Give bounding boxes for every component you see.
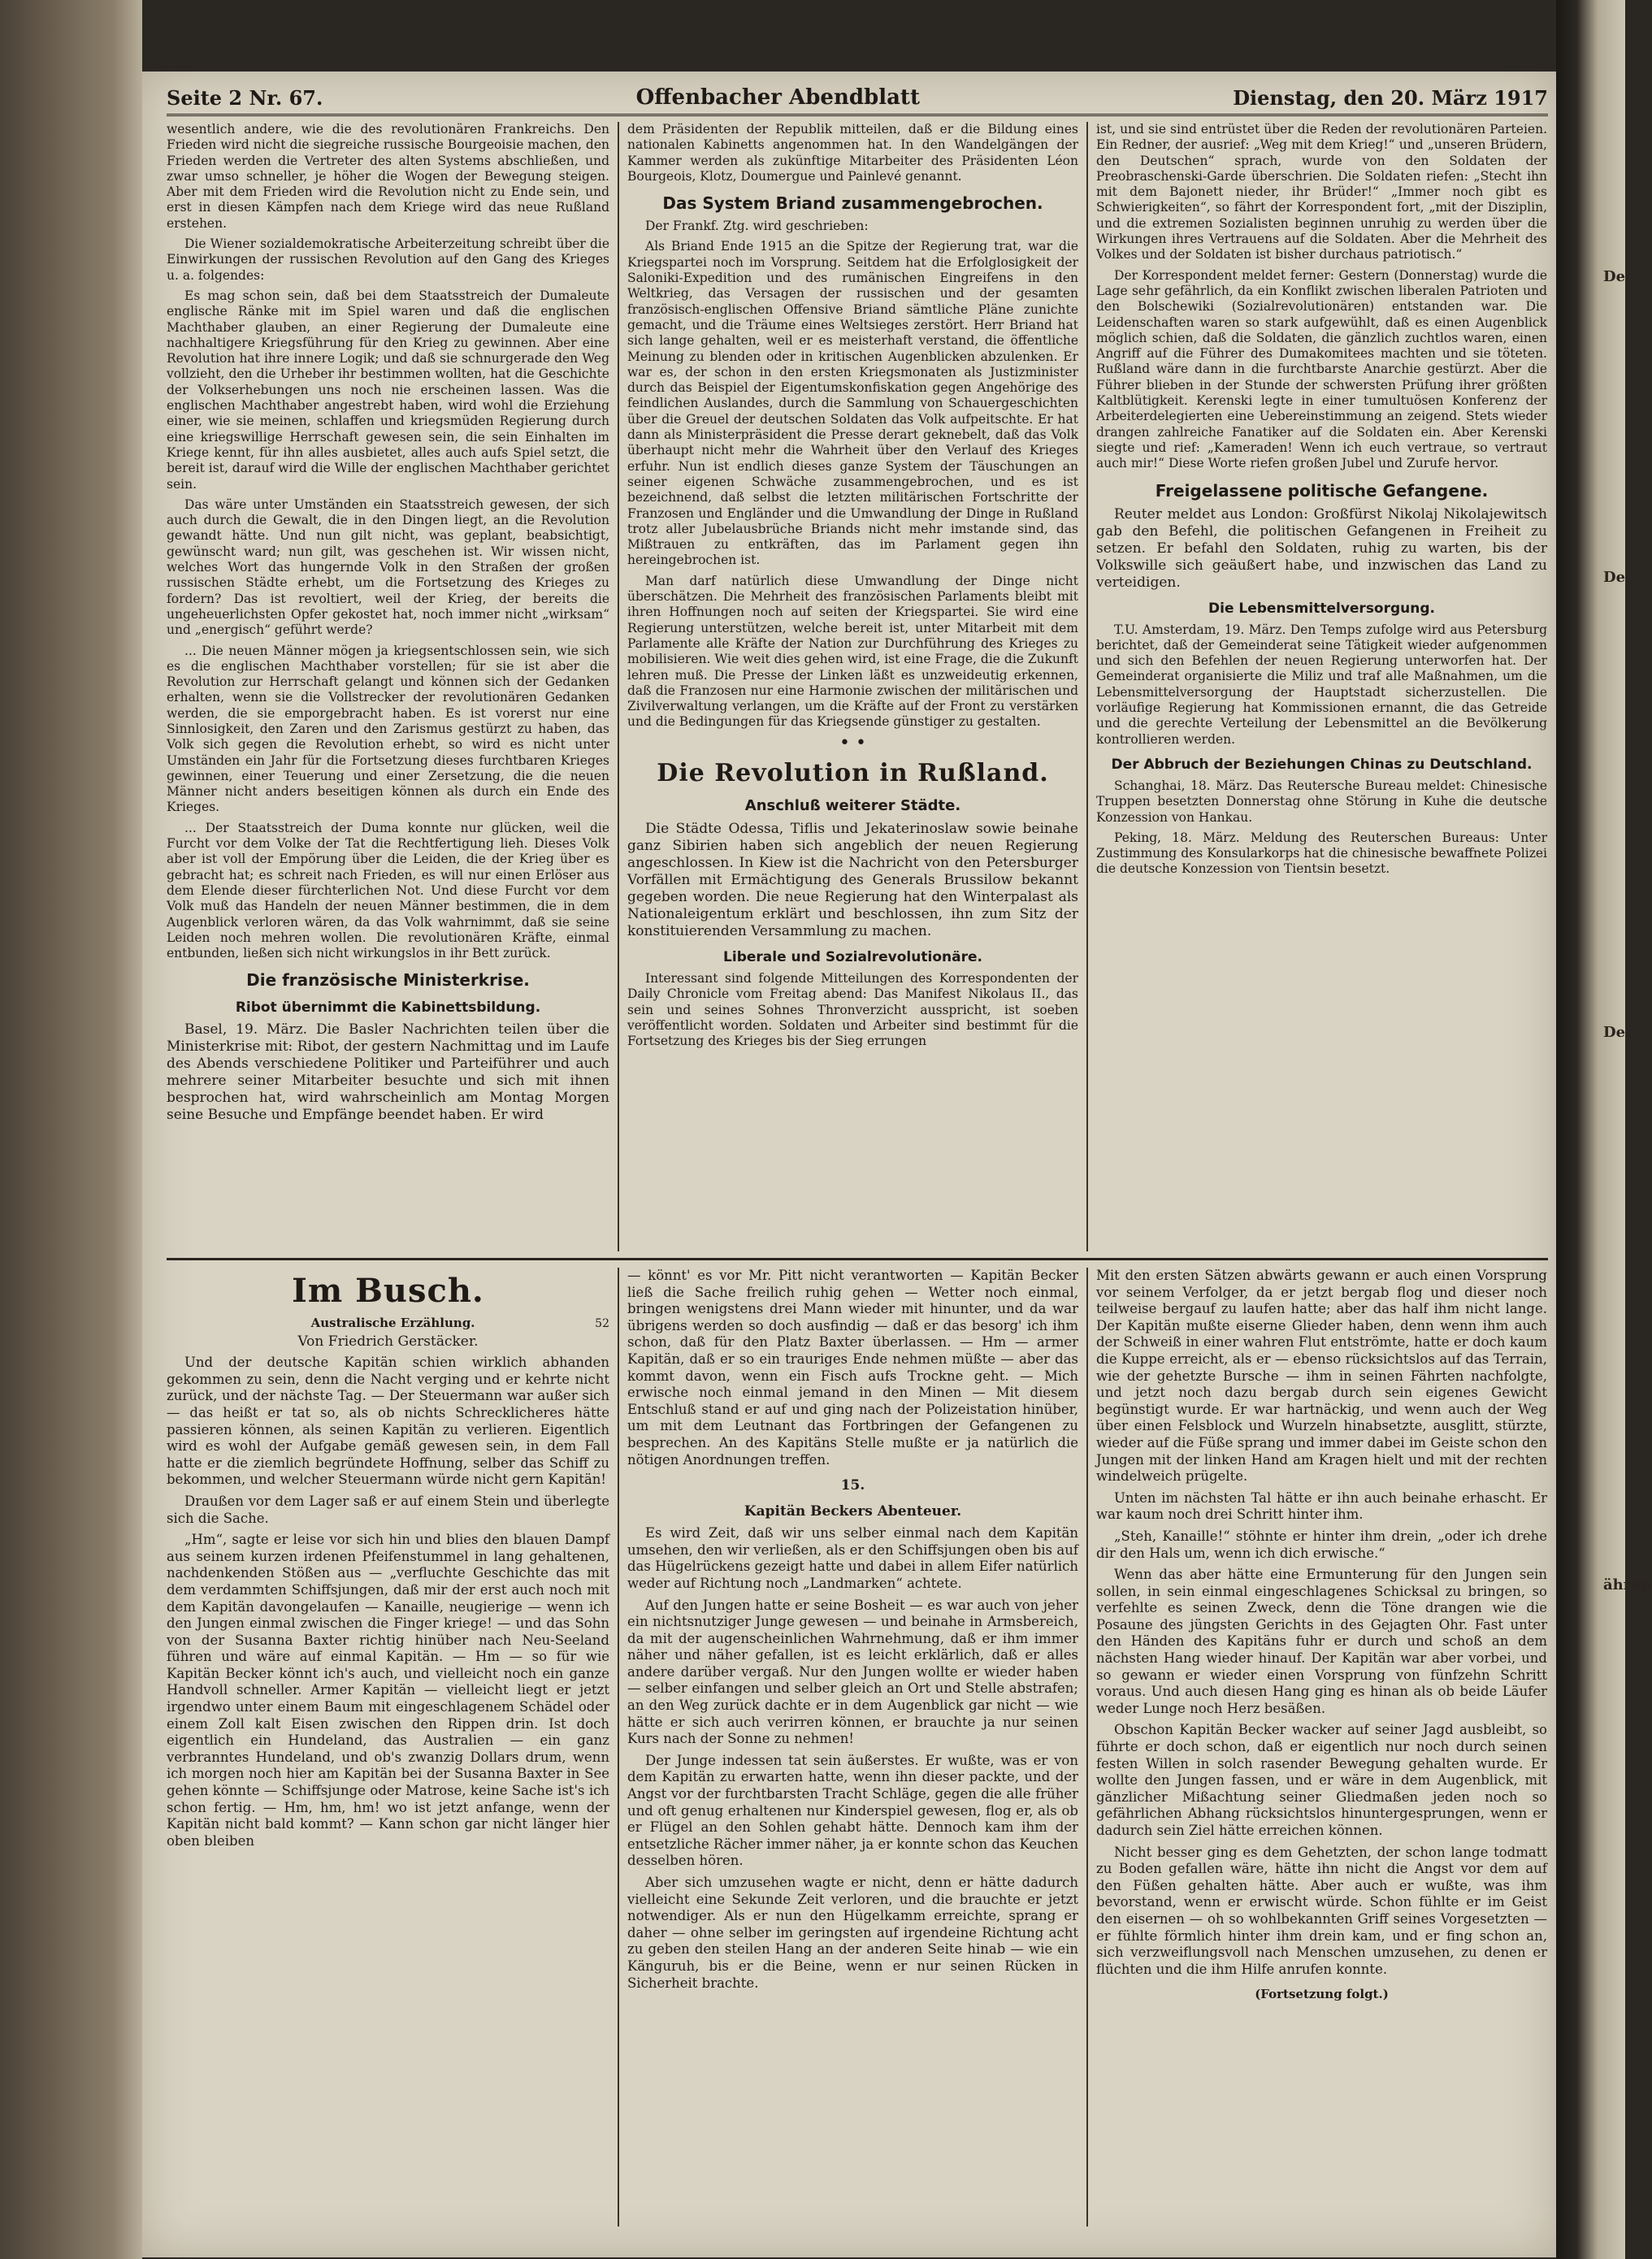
- article-text: Man darf natürlich diese Umwandlung der Dinge nicht überschätzen. Die Mehrheit des französischen Parlaments bleibt mit ihren Hoffnungen noch auf seiten der Kriegspartei. Sie wird eine Regierung unterstützen, welche bereit ist, unter Mitarbeit mit dem Parlamente alle Kräfte der Nation zur Durchführung des Krieges zu mobilisieren. Wie weit dies gehen wird, ist eine Frage, die die Zukunft lehren muß. Die Presse der Linken läßt es unzweideutig erkennen, daß die Franzosen nur eine Harmonie zwischen der militärischen und Zivilverwaltung verlangen, um die Kräfte auf der Front zu verstärken und die Bedingungen für das Kriegsende günstiger zu gestalten.: [627, 573, 1078, 730]
- column-divider: [618, 1268, 619, 2226]
- article-text: ... Der Staatsstreich der Duma konnte nur glücken, weil die Furcht vor dem Volke der Tat die Rechtfertigung lieh. Dieses Volk aber ist voll der Empörung über die Leiden, die der Krieg über es gebracht hat; es schreit nach Frieden, es will nur einen Erlöser aus dem Elende dieser fürchterlichen Not. Und diese Furcht vor dem Volk muß das Handeln der neuen Männer bestimmen, die in dem Augenblick verloren wären, da das Volk wahrnimmt, daß sie seine Leiden noch mehren wollen. Die revolutionären Kräfte, einmal entbunden, ließen sich nicht wirkungslos in ihr Bett zurück.: [167, 820, 609, 961]
- article-text: Die Städte Odessa, Tiflis und Jekaterinoslaw sowie beinahe ganz Sibirien haben sich angeblich der neuen Regierung angeschlossen. In Kiew ist die Nachricht von den Petersburger Vorfällen mit Ermächtigung des Generals Brussilow bekannt gegeben worden. Die neue Regierung hat den Winterpalast als Nationaleigentum erklärt und beschlossen, ihn zum Sitz der konstituierenden Versammlung zu machen.: [627, 820, 1078, 939]
- story-text: Unten im nächsten Tal hätte er ihn auch beinahe erhascht. Er war kaum noch drei Schritt hinter ihm.: [1096, 1489, 1547, 1523]
- article-text: ... Die neuen Männer mögen ja kriegsentschlossen sein, wie sich es die englischen Machthaber vorstellen; für sie ist aber die Revolution zur Herrschaft gelangt und können sich der Gedanken erhalten, wenn sie die Vollstrecker der revolutionären Gedanken werden, die sie emporgebracht haben. Es ist vorerst nur eine Sinnlosigkeit, den Zaren und den Zarismus gestürzt zu haben, das Volk sich gegen die Revolution erhebt, so wird es nicht unter Umständen ein Jahr für die Fortsetzung dieses furchtbaren Krieges gewinnen, einer Teuerung und einer Zersetzung, die die neuen Männer nicht anders beseitigen können als durch ein Ende des Krieges.: [167, 643, 609, 815]
- chapter-number: 15.: [840, 1477, 865, 1494]
- column-divider: [618, 122, 619, 1251]
- book-binding: [0, 0, 142, 2259]
- story-text: Nicht besser ging es dem Gehetzten, der schon lange todmatt zu Boden gefallen wäre, hätte ihn nicht die Angst vor dem auf den Füßen gehalten hätte. Aber auch er wußte, was ihm bevorstand, wenn er erwischt würde. Schon fühlte er im Geist den eisernen — oh so wohlbekannten Griff seines Vorgesetzten — er fühlte förmlich hinter ihm drein kam, und er fing schon an, sich verzweiflungsvoll nach Menschen umzusehen, zu denen er flüchten und die ihm Hilfe anrufen konnte.: [1096, 1844, 1547, 1977]
- article-text: Interessant sind folgende Mitteilungen des Korrespondenten der Daily Chronicle vom Freitag abend: Das Manifest Nikolaus II., das sein und seines Sohnes Thronverzicht ausspricht, ist soeben veröffentlicht worden. Soldaten und Arbeiter sind bestimmt für die Fortsetzung des Krieges bis der Sieg errungen: [627, 970, 1078, 1049]
- article-text: Basel, 19. März. Die Basler Nachrichten teilen über die Ministerkrise mit: Ribot, der gestern Nachmittag und im Laufe des Abends verschiedene Politiker und Parteiführer und auch mehrere seiner Mitarbeiter besuchte und sich mit ihnen besprochen hat, wird wahrscheinlich am Montag Morgen seine Besuche und Empfänge beendet haben. Er wird: [167, 1021, 609, 1124]
- story-text: Es wird Zeit, daß wir uns selber einmal nach dem Kapitän umsehen, den wir verließen, als er den Schiffsjungen oben bis auf das Hügelrückens gezeigt hatte und dabei in allem Eifer natürlich weder auf Richtung noch „Landmarken“ achtete.: [627, 1525, 1078, 1591]
- article-text: Als Briand Ende 1915 an die Spitze der Regierung trat, war die Kriegspartei noch im Vorsprung. Seitdem hat die Erfolglosigkeit der Saloniki-Expedition und des rumänischen Eingreifens in den Weltkrieg, das Versagen der russischen und der gesamten französisch-englischen Offensive Briand sämtliche Pläne zunichte gemacht, und die Träume eines Weltsieges zerstört. Herr Briand hat sich lange gehalten, weil er es meisterhaft verstand, die öffentliche Meinung zu blenden oder in kritischen Augenblicken abzulenken. Er war es, der schon in den ersten Kriegsmonaten als Justizminister durch das Beispiel der Eigentumskonfiskation gegen Angehörige des feindlichen Auslandes, durch die Sammlung von Schauergeschichten über die Greuel der deutschen Soldaten das Volk aufpeitschte. Er hat dann als Ministerpräsident die Presse derart geknebelt, daß das Volk überhaupt nicht mehr die Wahrheit über den Verlauf des Krieges erfuhr. Nun ist endlich dieses ganze System der Täuschungen an seiner eigenen Schwäche zusammengebrochen, und es ist bezeichnend, daß selbst die letzten militärischen Fortschritte der Franzosen und Engländer und die Umwandlung der Dinge in Rußland trotz aller Jubelausbrüche Briands nicht mehr imstande sind, das Mißtrauen zu entkräften, das im Parlament gegen ihn hereingebrochen ist.: [627, 239, 1078, 568]
- column-divider: [1086, 1268, 1088, 2226]
- headline-ministerkrise: Die französische Ministerkrise.: [246, 970, 530, 991]
- story-text: Obschon Kapitän Becker wacker auf seiner Jagd ausbleibt, so führte er doch schon, daß er eigentlich nur noch durch seinen festen Willen in solch rasender Bewegung gehalten wurde. Er wollte den Jungen fassen, und er wäre in dem Augenblick, mit gänzlicher Mißachtung seiner Gliedmaßen jeden noch so gefährlichen Abhang rücksichtslos hinuntergesprungen, wenn er dadurch sein Ziel hätte erreichen können.: [1096, 1722, 1547, 1838]
- issue-date: Dienstag, den 20. März 1917: [1233, 85, 1548, 110]
- column-3: [1096, 122, 1547, 1251]
- headline-liberale: Liberale und Sozialrevolutionäre.: [723, 948, 982, 965]
- headline-gefangene: Freigelassene politische Gefangene.: [1155, 480, 1489, 501]
- story-text: Und der deutsche Kapitän schien wirklich abhanden gekommen zu sein, denn die Nacht verging und er kehrte nicht zurück, und der nächste Tag. — Der Steuermann war außer sich — das heißt er tat so, als ob nichts Schrecklicheres hätte passieren können, als seinen Kapitän zu verlieren. Eigentlich wird es wohl der Aufgabe gemäß gewesen sein, in dem Fall hatte er die ziemlich begründete Hoffnung, selber das Schiff zu bekommen, und welcher Steuermann würde nicht gern Kapitän!: [167, 1355, 609, 1488]
- feuilleton-column-1: [167, 1268, 609, 2226]
- feuilleton-author: Von Friedrich Gerstäcker.: [297, 1333, 479, 1350]
- headline-system-briand: Das System Briand zusammengebrochen.: [662, 193, 1043, 214]
- article-text: T.U. Amsterdam, 19. März. Den Temps zufolge wird aus Petersburg berichtet, daß der Gemeinderat seine Tätigkeit wieder aufgenommen und sich den Befehlen der neuen Regierung unterworfen hat. Der Gemeinderat organisierte die Miliz und traf alle Maßnahmen, um die Lebensmittelversorgung der Hauptstadt sicherzustellen. Die vorläufige Regierung hat Kommissionen ernannt, die das Getreide und die gerechte Verteilung der Lebensmittel an die Bevölkerung kontrollieren werden.: [1096, 622, 1547, 747]
- article-text: Schanghai, 18. März. Das Reutersche Bureau meldet: Chinesische Truppen besetzten Donnerstag ohne Störung in Kuhe die deutsche Konzession von Hankau.: [1096, 778, 1547, 825]
- page-number: Seite 2 Nr. 67.: [167, 85, 323, 110]
- feuilleton-column-2: [627, 1268, 1078, 2226]
- story-text: „Steh, Kanaille!“ stöhnte er hinter ihm drein, „oder ich drehe dir den Hals um, wenn ich dich erwische.“: [1096, 1528, 1547, 1561]
- feuilleton-subtitle: Australische Erzählung.: [310, 1316, 475, 1330]
- feuilleton-divider: [167, 1258, 1548, 1260]
- article-text: Die Wiener sozialdemokratische Arbeiterzeitung schreibt über die Einwirkungen der russischen Revolution auf den Gang des Krieges u. a. folgendes:: [167, 236, 609, 283]
- article-text: dem Präsidenten der Republik mitteilen, daß er die Bildung eines nationalen Kabinetts angenommen hat. In den Wandelgängen der Kammer werden als zukünftige Mitarbeiter des Präsidenten Léon Bourgeois, Klotz, Doumergue und Painlevé genannt.: [627, 122, 1078, 184]
- story-text: — könnt' es vor Mr. Pitt nicht verantworten — Kapitän Becker ließ die Sache freilich ruhig gehen — Wetter noch einmal, bringen wenigstens drei Mann wieder mit hinunter, und da war übrigens werden so doch ausfindig — daß er das besorg' ich ihm schon, daß für den Platz Baxter überlassen. — Hm — armer Kapitän, daß er so ein trauriges Ende nehmen müßte — aber das kommt davon, wenn ein Fisch aufs Trockne geht. — Mich erwische noch einmal jemand in den Minen — Mit diesem Entschluß stand er auf und ging nach der Polizeistation hinüber, um mit dem Leutnant das Fortbringen der Gefangenen zu besprechen. An des Kapitäns Stelle mußte er ja natürlich die nötigen Anordnungen treffen.: [627, 1268, 1078, 1468]
- continuation-note: (Fortsetzung folgt.): [1255, 1987, 1389, 2002]
- chapter-title: Kapitän Beckers Abenteuer.: [744, 1503, 962, 1520]
- article-text: ist, und sie sind entrüstet über die Reden der revolutionären Parteien. Ein Redner, der ausrief: „Weg mit dem Krieg!“ und „unseren Brüdern, den Deutschen“ sprach, wurde von den Soldaten der Preobraschenski-Garde überschrien. Die Soldaten riefen: „Stecht ihn mit dem Bajonett nieder, ihr Brüder!“ „Immer noch gibt es Schwierigkeiten“, so fährt der Korrespondent fort, „mit der Disziplin, und die extremen Sozialisten beginnen unruhig zu werden über die Wirkungen ihres Vertrauens auf die Soldaten. Aber die Mehrheit des Volkes und der Soldaten ist bisher durchaus patriotisch.“: [1096, 122, 1547, 262]
- column-divider: [1086, 122, 1088, 1251]
- article-text: Es mag schon sein, daß bei dem Staatsstreich der Dumaleute englische Ränke mit im Spiel waren und daß die englischen Machthaber glauben, an einer Regierung der Dumaleute eine nachhaltigere Kriegsführung für den Krieg zu gewinnen. Aber eine Revolution hat ihre innere Logik; und daß sie schnurgerade den Weg vollzieht, den die Urheber ihr bestimmen wollten, hat die Geschichte der Volkserhebungen uns noch nie erscheinen lassen. Was die englischen Machthaber angestrebt haben, wird wohl die Erziehung einer, wie sie meinen, schlaffen und kriegsmüden Regierung durch eine kriegswillige Herrschaft gewesen sein, die sein Einhalten im Kriege kennt, für ihn alles ausbietet, alles auch aufs Spiel setzt, die bereit ist, darauf wird die Wille der englischen Machthaber gerichtet sein.: [167, 288, 609, 492]
- subheadline-anschluss: Anschluß weiterer Städte.: [744, 796, 961, 814]
- subheadline-ribot: Ribot übernimmt die Kabinettsbildung.: [235, 999, 541, 1017]
- headline-china: Der Abbruch der Beziehungen Chinas zu Deutschland.: [1111, 756, 1533, 773]
- feuilleton-title: Im Busch.: [292, 1272, 484, 1310]
- article-text: wesentlich andere, wie die des revolutionären Frankreichs. Den Frieden wird nicht die siegreiche russische Bourgeoisie machen, den Frieden werden die Vertreter des alten Systems abschließen, und zwar umso schneller, je höher die Wogen der Bewegung steigen. Aber mit dem Frieden wird die Revolution nicht zu Ende sein, und erst in diesen Kämpfen nach dem Kriege wird das neue Rußland erstehen.: [167, 122, 610, 231]
- story-text: „Hm“, sagte er leise vor sich hin und blies den blauen Dampf aus seinem kurzen irdenen Pfeifenstummel in lang gehaltenen, nachdenkenden Stößen aus — „verfluchte Geschichte das mit dem verdammten Schiffsjungen, daß mir der erst auch noch mit dem Kapitän davongelaufen — Kanaille, neugierige — wenn ich den Jungen einmal zwischen die Finger kriege! — und das Sohn von der Susanna Baxter richtig hinüber nach Neu-Seeland führen und wäre auf einmal Kapitän. — Hm — so für wie Kapitän Becker könnt ich's auch, und vielleicht noch ein ganze Handvoll schneller. Armer Kapitän — vielleicht liegt er jetzt irgendwo unter einem Baum mit eingeschlagenem Schädel oder einem Zoll kalt Eisen zwischen den Rippen drin. Ist doch eigentlich ein Hundeland, das Australien — ein ganz verbranntes Hundeland, und ob's zwanzig Dollars drum, wenn ich morgen noch hier am Kapitän bei der Susanna Baxter in See gehen könnte — Schiffsjunge oder Matrose, keine Sache ist's ich schon fertig. — Hm, hm, hm! wo ist jetzt anfange, wenn der Kapitän nicht bald kommt? — Kann schon gar nicht länger hier oben bleiben: [167, 1532, 609, 1849]
- article-text: Reuter meldet aus London: Großfürst Nikolaj Nikolajewitsch gab den Befehl, die politischen Gefangenen in Freiheit zu setzen. Er befahl den Soldaten, ruhig zu warten, bis der Volkswille sich geäußert habe, und inzwischen das Land zu verteidigen.: [1096, 505, 1547, 591]
- story-text: Aber sich umzusehen wagte er nicht, denn er hätte dadurch vielleicht eine Sekunde Zeit verloren, und die brauchte er jetzt notwendiger. Als er nun den Hügelkamm erreichte, sprang er daher — ohne selber im geringsten auf irgendeine Richtung acht zu geben den steilen Hang an der anderen Seite hinab — wie ein Känguruh, bis er die Beine, wenn er nur seinen Rücken in Sicherheit brachte.: [627, 1875, 1078, 1991]
- separator-dots: • •: [839, 732, 866, 753]
- adjacent-page-edge: Der De Der ährun: [1556, 0, 1625, 2259]
- story-text: Mit den ersten Sätzen abwärts gewann er auch einen Vorsprung vor seinem Verfolger, da er jetzt bergab flog und dieser noch teilweise bergauf zu laufen hatte; aber das half ihm nicht lange. Der Kapitän mußte eiserne Glieder haben, denn wenn ihm auch der Schweiß in einer wahren Flut entströmte, hatte er doch kaum die Kuppe erreicht, als er — ebenso rücksichtslos auf das Terrain, wie der gehetzte Bursche — ihm in seinen Fährten nachfolgte, und jetzt noch dazu bergab durch sein eigenes Gewicht begünstigt wurde. Er war hartnäckig, und wenn auch der Weg über einen Felsblock und Wurzeln hinabsetzte, ausglitt, stürzte, wieder auf die Füße sprang und immer dabei im Geiste schon den Jungen mit der linken Hand am Kragen hielt und mit der rechten windelweich prügelte.: [1096, 1268, 1547, 1485]
- column-1: [167, 122, 609, 1251]
- article-text: Peking, 18. März. Meldung des Reuterschen Bureaus: Unter Zustimmung des Konsularkorps hat die chinesische bewaffnete Polizei die deutsche Konzession von Tientsin besetzt.: [1096, 830, 1547, 877]
- article-text: Das wäre unter Umständen ein Staatsstreich gewesen, der sich auch durch die Gewalt, die in den Dingen liegt, an die Revolution gewandt hätte. Und nun gilt nicht, was geplant, beabsichtigt, gewünscht ward; nun gilt, was geschehen ist. Wir wissen nicht, welches Wort das hungernde Volk in den Straßen der großen russischen Städte erhebt, um die Fortsetzung des Krieges zu fordern? Das ist revoltiert, weil der Krieg, der bereits die ungeheuerlichsten Opfer gekostet hat, noch immer nicht „wirksam“ und „energisch“ geführt werde?: [167, 496, 609, 638]
- story-text: Der Junge indessen tat sein äußerstes. Er wußte, was er von dem Kapitän zu erwarten hatte, wenn ihn dieser packte, und der Angst vor der furchtbarsten Tracht Schläge, gegen die alle früher und oft genug erhaltenen nur Kinderspiel gewesen, flog er, als ob er Flügel an den Sohlen gehabt hätte. Dennoch kam ihm der entsetzliche Rächer immer näher, ja er konnte schon das Keuchen desselben hören.: [627, 1752, 1079, 1869]
- headline-lebensmittel: Die Lebensmittelversorgung.: [1208, 600, 1435, 617]
- article-text: Der Korrespondent meldet ferner: Gestern (Donnerstag) wurde die Lage sehr gefährlich, da ein Konflikt zwischen liberalen Patrioten und den Bolschewiki (Sozialrevolutionären) entstanden war. Die Leidenschaften waren so stark aufgewühlt, daß es einen Augenblick möglich schien, daß die Soldaten, die gänzlich zuchtlos waren, einen Angriff auf die Führer des Dumakomitees machten und sie töteten. Rußland wäre dann in die furchtbarste Anarchie gestürzt. Aber die Führer blieben in der Stunde der schwersten Prüfung ihrer größten Kaltblütigkeit. Kerenski legte in einer tumultuösen Konferenz der Arbeiterdelegierten eine Uebereinstimmung an zeigend. Stets wieder drangen zahlreiche Fanatiker auf die Soldaten ein. Aber Kerenski siegte und rief: „Kameraden! Wenn ich euch vertraue, so vertraut auch mir!“ Diese Worte riefen großen Jubel und Zurufe hervor.: [1096, 267, 1547, 471]
- page-header: [167, 81, 1548, 116]
- story-text: Auf den Jungen hatte er seine Bosheit — es war auch von jeher ein nichtsnutziger Junge gewesen — und beinahe in Armsbereich, da mit der augenscheinlichen Wahrnehmung, daß er ihm immer näher und näher gefallen, ist es leicht erklärlich, daß er alles andere darüber vergaß. Nur den Jungen wollte er wieder haben — selber einfangen und selber gleich an Ort und Stelle abstrafen; an den Weg zurück dachte er in dem Augenblick gar nicht — wie hätte er sich auch verirren können, er brauchte ja nur seinen Kurs nach der Sonne zu nehmen!: [627, 1597, 1078, 1747]
- column-2: [627, 122, 1078, 1251]
- story-text: Wenn das aber hätte eine Ermunterung für den Jungen sein sollen, in sein einmal eingeschlagenes Schicksal zu bringen, so verfehlte es seinen Zweck, denn die Töne drangen wie die Posaune des jüngsten Gerichts in des Gejagten Ohr. Fast unter den Händen des Kapitäns fuhr er durch und schoß an dem nächsten Hang wieder hinauf. Der Kapitän war aber vorbei, und so gewann er wieder einen Vorsprung von fünfzehn Schritt voraus. Und auch diesen Hang ging es hinan als ob beide Läufer weder Lunge noch Herz besäßen.: [1096, 1567, 1547, 1716]
- headline-revolution-russland: Die Revolution in Rußland.: [657, 758, 1049, 787]
- newspaper-name: Offenbacher Abendblatt: [635, 85, 920, 110]
- feuilleton-column-3: [1096, 1268, 1547, 2226]
- installment-number: 52: [595, 1317, 609, 1330]
- story-text: Draußen vor dem Lager saß er auf einem Stein und überlegte sich die Sache.: [167, 1493, 609, 1526]
- article-text: Der Frankf. Ztg. wird geschrieben:: [645, 219, 869, 234]
